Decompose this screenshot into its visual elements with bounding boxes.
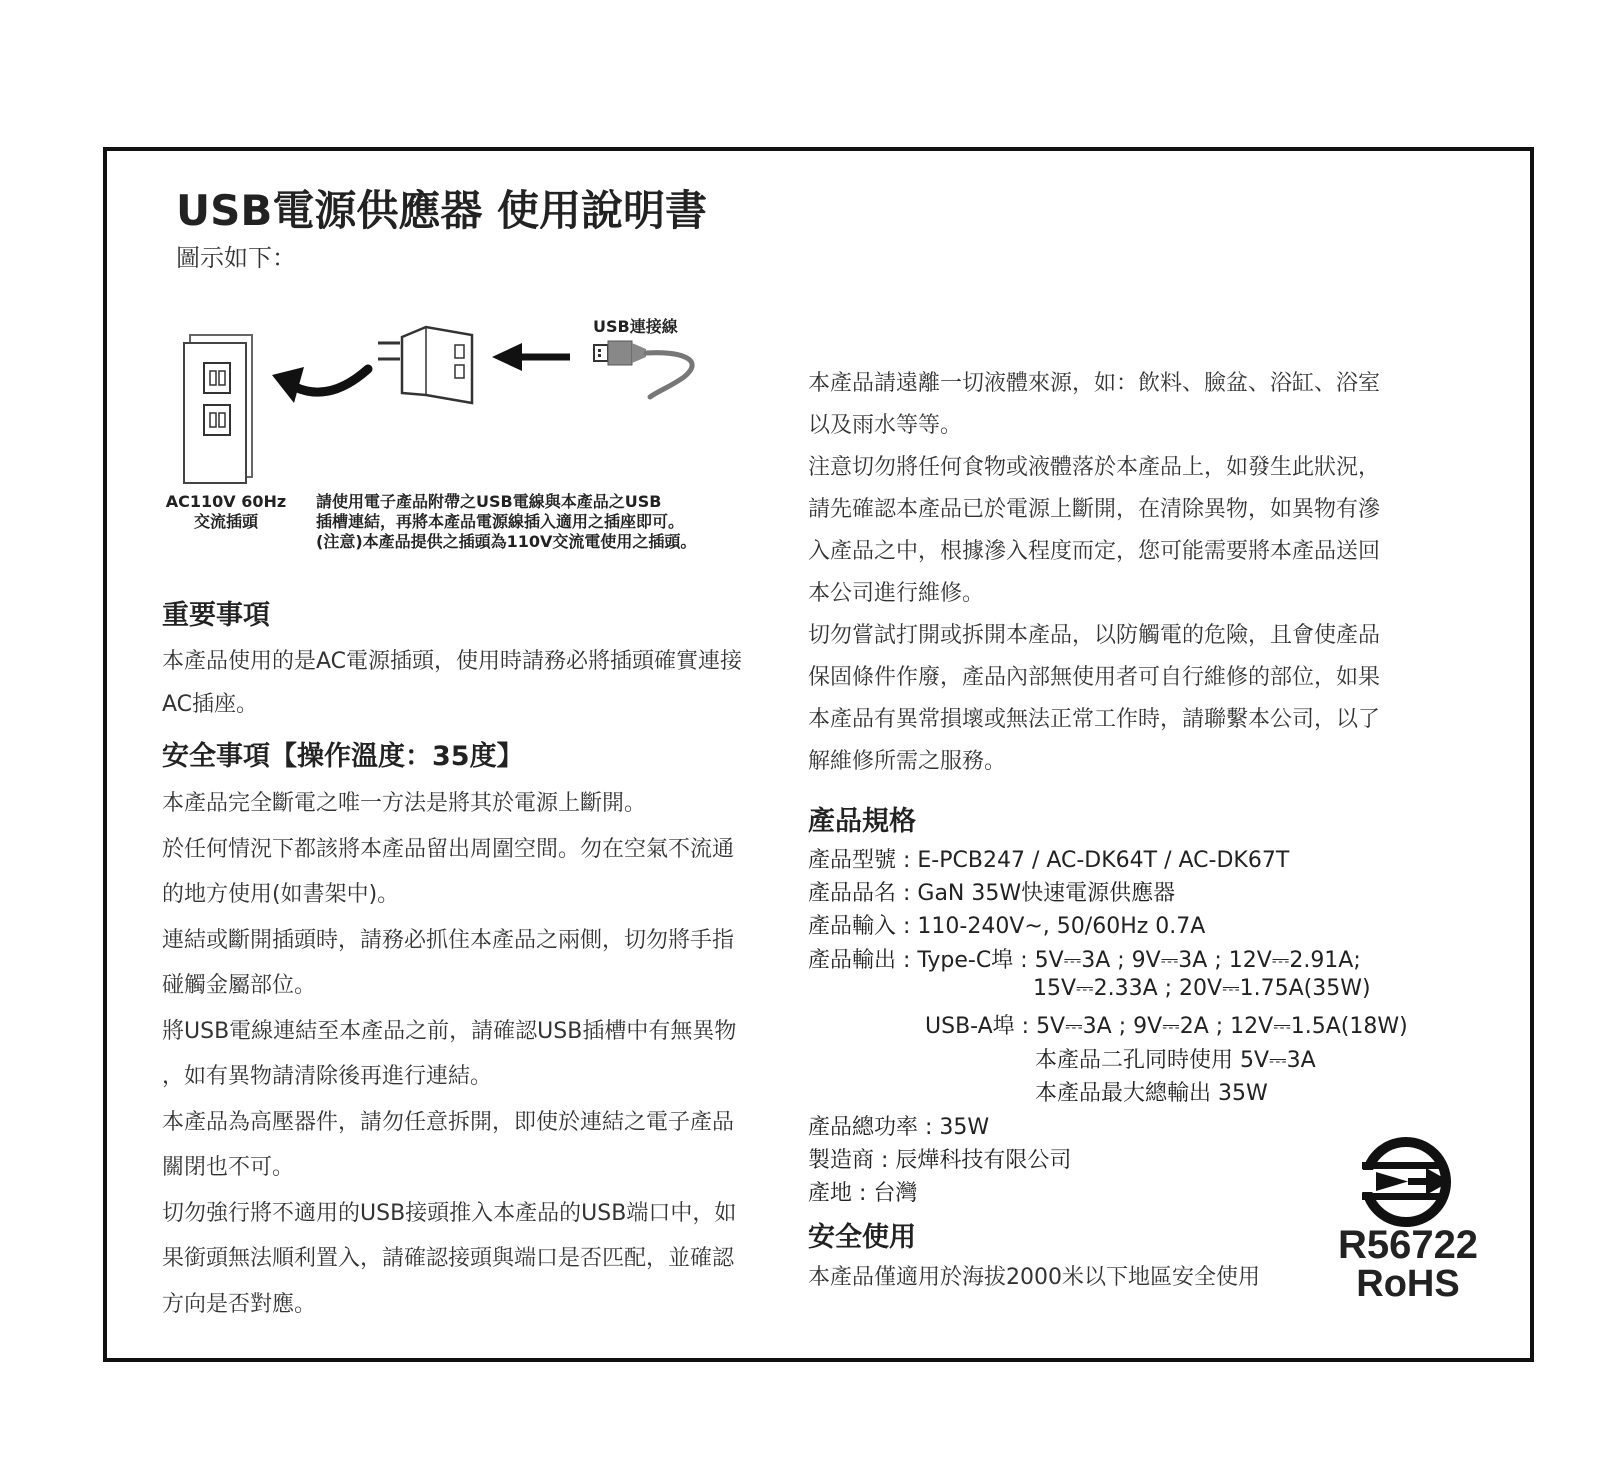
safe-use-text: 本產品僅適用於海拔2000米以下地區安全使用 <box>808 1265 1260 1290</box>
spec-max-output: 本產品最大總輸出 35W <box>1035 1081 1268 1106</box>
certification-code: R56722 <box>1337 1223 1479 1267</box>
important-heading: 重要事項 <box>162 600 270 631</box>
important-body <box>162 640 742 726</box>
warning-line: 以及雨水等等。 <box>808 413 963 438</box>
warning-line: 切勿嘗試打開或拆開本產品，以防觸電的危險，且會使產品 <box>808 623 1381 648</box>
spec-output-typec: 產品輸出 : Type-C埠 : 5V⎓3A ; 9V⎓3A ; 12V⎓2.91A; <box>808 948 1361 973</box>
spec-model: 產品型號 : E-PCB247 / AC-DK64T / AC-DK67T <box>808 848 1290 873</box>
instruction-line: 請使用電子產品附帶之USB電線與本產品之USB <box>316 492 662 511</box>
warning-line: 入產品之中，根據滲入程度而定，您可能需要將本產品送回 <box>808 539 1381 564</box>
spec-input: 產品輸入 : 110-240V~, 50/60Hz 0.7A <box>808 914 1206 939</box>
socket-caption <box>156 492 296 532</box>
instruction-line: 插槽連結，再將本產品電源線插入適用之插座即可。 <box>316 512 685 531</box>
warning-line: 保固條件作廢，產品內部無使用者可自行維修的部位，如果 <box>808 665 1381 690</box>
safety-line: 的地方使用(如書架中)。 <box>162 882 400 907</box>
spec-manufacturer: 製造商 : 辰燁科技有限公司 <box>808 1148 1072 1173</box>
usb-cable-icon <box>594 341 692 397</box>
rohs-mark: RoHS <box>1356 1263 1460 1305</box>
safety-body <box>162 781 736 1327</box>
important-line: 本產品使用的是AC電源插頭，使用時請務必將插頭確實連接 <box>162 649 743 674</box>
bsmi-mark-icon <box>1356 1132 1456 1232</box>
safe-use-heading: 安全使用 <box>808 1222 916 1253</box>
safety-line: 切勿強行將不適用的USB接頭推入本產品的USB端口中，如 <box>162 1200 737 1226</box>
safety-line: 於任何情況下都該將本產品留出周圍空間。勿在空氣不流通 <box>162 836 735 862</box>
safety-line: 果銜頭無法順利置入，請確認接頭與端口是否匹配，並確認 <box>162 1246 735 1271</box>
spec-output-usba: USB-A埠 : 5V⎓3A ; 9V⎓2A ; 12V⎓1.5A(18W) <box>925 1014 1408 1039</box>
liquid-warning-body <box>808 363 1380 783</box>
spec-total-power: 產品總功率 : 35W <box>808 1115 990 1140</box>
warning-line: 本產品有異常損壞或無法正常工作時，請聯繫本公司，以了 <box>808 707 1381 732</box>
curved-arrow-icon <box>272 367 368 403</box>
document-title: USB電源供應器 使用說明書 <box>176 186 707 235</box>
power-adapter-icon <box>378 327 472 403</box>
safety-line: 連結或斷開插頭時，請務必抓住本產品之兩側，切勿將手指 <box>162 927 735 953</box>
safety-heading: 安全事項【操作溫度：35度】 <box>162 741 524 772</box>
spec-origin: 產地 : 台灣 <box>808 1181 918 1206</box>
wall-socket-icon <box>184 335 252 483</box>
safety-line: 碰觸金屬部位。 <box>162 973 317 998</box>
safety-line: 本產品為高壓器件，請勿任意拆開，即使於連結之電子產品 <box>162 1109 735 1135</box>
diagram-instructions <box>316 492 696 552</box>
usb-cable-label: USB連接線 <box>593 317 678 336</box>
socket-voltage-label: AC110V 60Hz <box>165 492 287 511</box>
specs-heading: 產品規格 <box>808 806 916 837</box>
warning-line: 解維修所需之服務。 <box>808 749 1007 774</box>
safety-line: 關閉也不可。 <box>162 1155 295 1180</box>
spec-dual-port: 本產品二孔同時使用 5V⎓3A <box>1035 1048 1316 1073</box>
warning-line: 本產品請遠離一切液體來源，如：飲料、臉盆、浴缸、浴室 <box>808 371 1381 396</box>
diagram-intro: 圖示如下： <box>176 244 296 272</box>
warning-line: 本公司進行維修。 <box>808 581 985 606</box>
safety-line: ，如有異物請清除後再進行連結。 <box>162 1064 493 1089</box>
left-arrow-icon <box>492 343 570 371</box>
safety-line: 本產品完全斷電之唯一方法是將其於電源上斷開。 <box>162 791 647 816</box>
safety-line: 將USB電線連結至本產品之前，請確認USB插槽中有無異物 <box>162 1018 737 1044</box>
spec-product-name: 產品品名 : GaN 35W快速電源供應器 <box>808 881 1176 906</box>
socket-type-label: 交流插頭 <box>193 512 258 531</box>
warning-line: 請先確認本產品已於電源上斷開，在清除異物，如異物有滲 <box>808 497 1381 522</box>
instruction-line: (注意)本產品提供之插頭為110V交流電使用之插頭。 <box>316 532 697 551</box>
important-line: AC插座。 <box>162 692 259 717</box>
safety-line: 方向是否對應。 <box>162 1291 317 1317</box>
usage-diagram <box>170 325 710 485</box>
warning-line: 注意切勿將任何食物或液體落於本產品上，如發生此狀況， <box>808 455 1381 480</box>
spec-output-typec-cont: 15V⎓2.33A ; 20V⎓1.75A(35W) <box>1033 976 1371 1001</box>
